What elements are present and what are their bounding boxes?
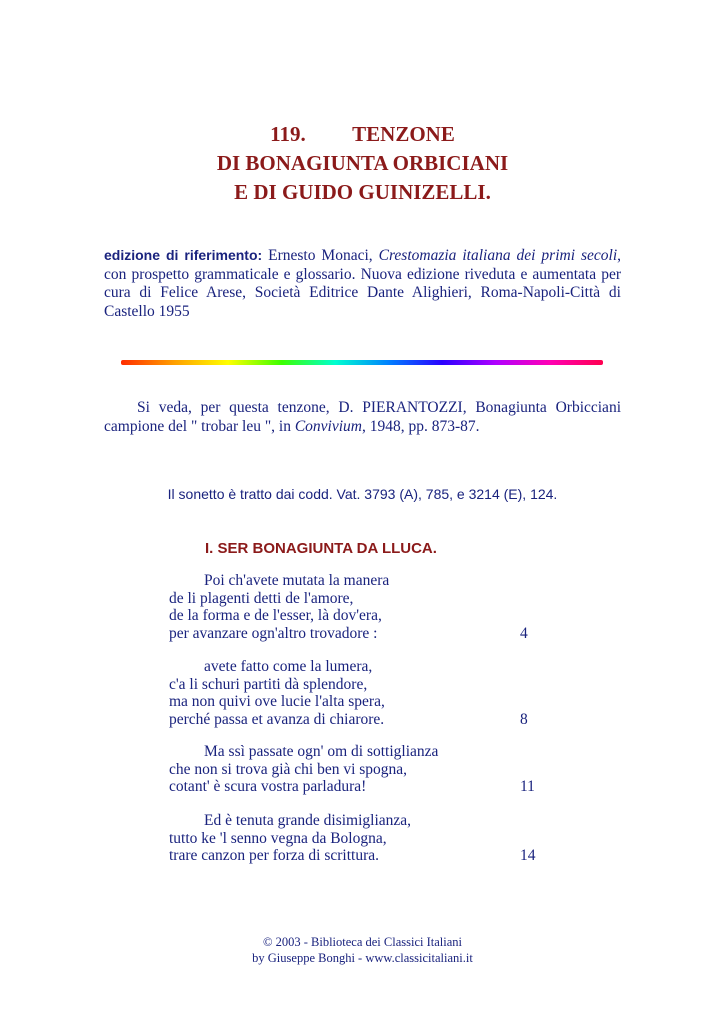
poem-number: 119.: [270, 122, 306, 146]
footer: [0, 934, 725, 966]
verse-line-numbered: per avanzare ogn'altro trovadore : 4: [169, 624, 528, 642]
verse-line-numbered: cotant' è scura vostra parladura! 11: [169, 778, 535, 795]
verse-line: c'a li schuri partiti dà splendore,: [169, 675, 368, 693]
rainbow-divider: [121, 360, 603, 365]
verse-line: de li plagenti detti de l'amore,: [169, 589, 354, 607]
verse-line: de la forma e de l'esser, là dov'era,: [169, 607, 382, 624]
verse-line: che non si trova già chi ben vi spogna,: [169, 760, 408, 778]
stanza-2: [169, 658, 539, 728]
verse-line-numbered: perché passa et avanza di chiarore. 8: [169, 710, 528, 728]
credit-line: by Giuseppe Bonghi - www.classicitaliani.it: [252, 951, 473, 965]
line-number: 4: [520, 624, 528, 642]
page-title: [0, 120, 725, 207]
copyright-line: © 2003 - Biblioteca dei Classici Italiani: [262, 935, 463, 949]
title-line-3: E DI GUIDO GUINIZELLI.: [234, 180, 491, 204]
see-also-note: Si veda, per questa tenzone, D. PIERANTOZZI, Bonagiunta Orbicciani campione del " trobar leu ", in Convivium, 1948, pp. 873-87.: [104, 399, 621, 435]
journal-name: Convivium: [294, 418, 362, 435]
verse-line: tutto ke 'l senno vegna da Bologna,: [169, 829, 387, 847]
line-number: 8: [520, 710, 528, 728]
stanza-1: [169, 572, 539, 642]
line-number: 11: [520, 778, 535, 795]
verse-line-numbered: trare canzon per forza di scrittura. 14: [169, 847, 536, 864]
verse-line: Ma ssì passate ogn' om di sottiglianza: [204, 743, 439, 760]
verse-line: avete fatto come la lumera,: [204, 658, 373, 675]
verse-line: ma non quivi ove lucie l'alta spera,: [169, 693, 385, 710]
title-line-1: 119. TENZONE: [0, 120, 725, 149]
reference-author: Ernesto Monaci,: [268, 247, 373, 264]
reference-label: edizione di riferimento:: [104, 247, 263, 263]
reference-details: , con prospetto grammaticale e glossario. Nuova edizione riveduta e aumentata per cura di Felice Arese, Società Editrice Dante Alighieri, Roma-Napoli-Città di Castello 1955: [104, 247, 621, 320]
source-note: Il sonetto è tratto dai codd. Vat. 3793 (A), 785, e 3214 (E), 124.: [167, 486, 558, 502]
reference-edition: [104, 246, 621, 321]
reference-work: Crestomazia italiana dei primi secoli: [378, 247, 618, 264]
stanza-3: [169, 743, 539, 796]
line-number: 14: [520, 847, 536, 864]
verse-line: Poi ch'avete mutata la manera: [204, 572, 390, 589]
stanza-4: [169, 812, 539, 865]
section-heading: I. SER BONAGIUNTA DA LLUCA.: [205, 540, 437, 557]
title-line-2: DI BONAGIUNTA ORBICIANI: [216, 151, 509, 175]
verse-line: Ed è tenuta grande disimiglianza,: [204, 812, 412, 829]
